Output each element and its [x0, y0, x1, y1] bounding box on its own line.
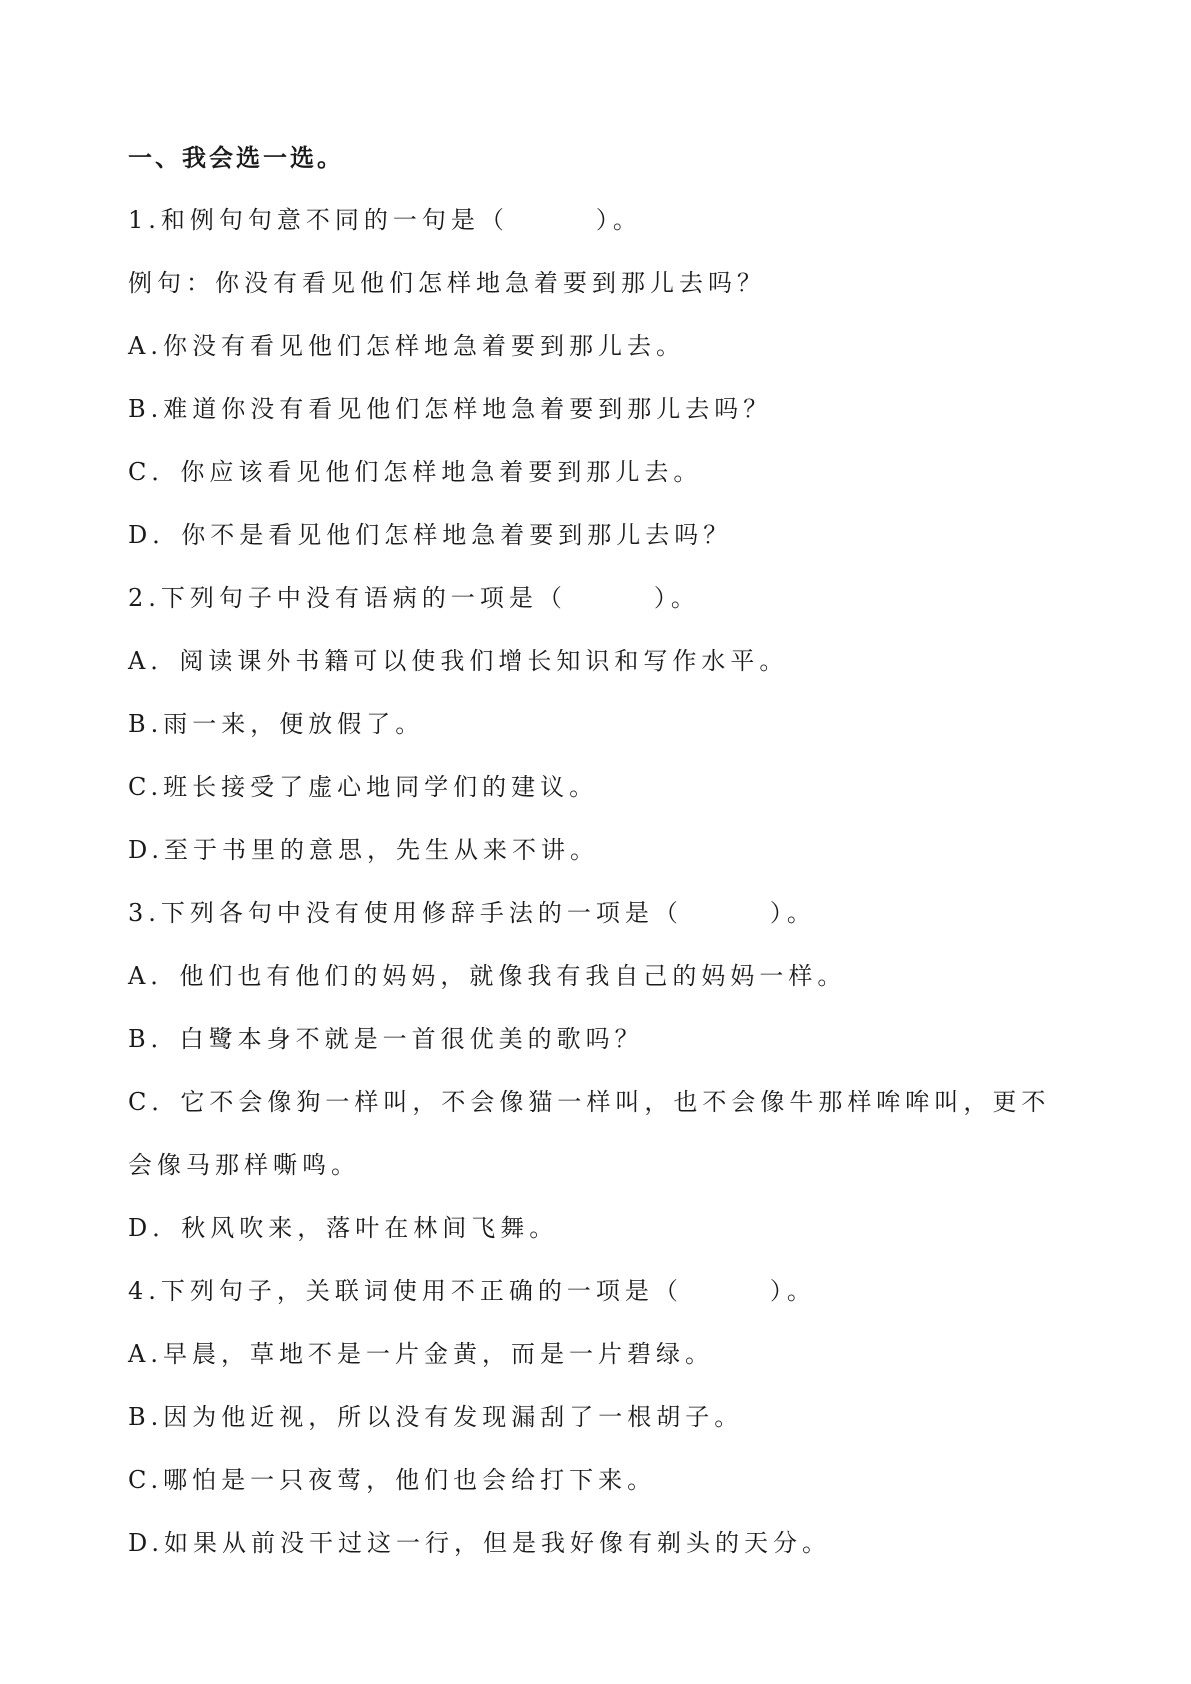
question-3-stem: 3.下列各句中没有使用修辞手法的一项是（ ）。 [128, 899, 816, 927]
question-4-option-d: D.如果从前没干过这一行，但是我好像有剃头的天分。 [128, 1529, 832, 1557]
question-3-option-a: A．他们也有他们的妈妈，就像我有我自己的妈妈一样。 [128, 962, 847, 990]
question-3-option-d: D．秋风吹来，落叶在林间飞舞。 [128, 1214, 559, 1242]
question-1-option-d: D．你不是看见他们怎样地急着要到那儿去吗？ [128, 521, 733, 549]
question-2-option-a: A．阅读课外书籍可以使我们增长知识和写作水平。 [128, 647, 789, 675]
question-4-option-a: A.早晨，草地不是一片金黄，而是一片碧绿。 [128, 1340, 714, 1368]
question-1-option-a: A.你没有看见他们怎样地急着要到那儿去。 [128, 332, 685, 360]
question-3-option-c: C．它不会像狗一样叫，不会像猫一样叫，也不会像牛那样哞哞叫，更不 [128, 1088, 1051, 1116]
question-3-option-b: B．白鹭本身不就是一首很优美的歌吗？ [128, 1025, 644, 1053]
question-2-option-d: D.至于书里的意思，先生从来不讲。 [128, 836, 600, 864]
question-2-option-c: C.班长接受了虚心地同学们的建议。 [128, 773, 599, 801]
question-1-option-c: C．你应该看见他们怎样地急着要到那儿去。 [128, 458, 703, 486]
question-4-option-b: B.因为他近视，所以没有发现漏刮了一根胡子。 [128, 1403, 744, 1431]
document-page [128, 126, 1088, 1575]
question-1-option-b: B.难道你没有看见他们怎样地急着要到那儿去吗？ [128, 395, 773, 423]
question-1-example: 例句：你没有看见他们怎样地急着要到那儿去吗？ [128, 269, 766, 297]
question-4-stem: 4.下列句子，关联词使用不正确的一项是（ ）。 [128, 1277, 816, 1305]
question-4-option-c: C.哪怕是一只夜莺，他们也会给打下来。 [128, 1466, 657, 1494]
question-3-option-c-continued: 会像马那样嘶鸣。 [128, 1151, 360, 1179]
section-title: 一、我会选一选。 [128, 143, 344, 172]
question-2-stem: 2.下列句子中没有语病的一项是（ ）。 [128, 584, 700, 612]
question-1-stem: 1.和例句句意不同的一句是（ ）。 [128, 206, 642, 234]
question-2-option-b: B.雨一来，便放假了。 [128, 710, 425, 738]
